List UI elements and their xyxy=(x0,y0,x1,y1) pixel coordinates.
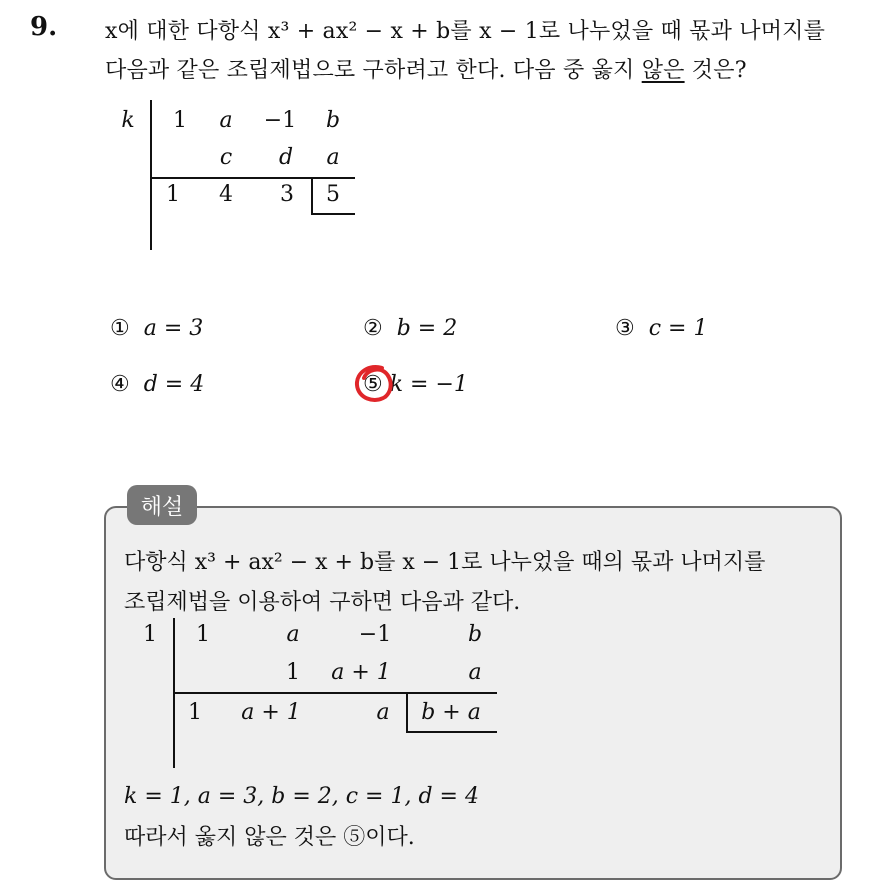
division-cell: b xyxy=(325,108,341,133)
division-cell: a xyxy=(219,108,233,133)
division-cell: 4 xyxy=(219,182,233,207)
solution-remainder-box-left xyxy=(406,692,408,732)
division-cell: c xyxy=(219,145,233,170)
choice-text: d = 4 xyxy=(143,372,205,397)
remainder-box-bottom xyxy=(311,213,355,215)
question-number: 9. xyxy=(30,12,58,42)
division-cell: 1 xyxy=(173,108,187,133)
solution-cell: a xyxy=(286,622,300,647)
solution-cell: 1 xyxy=(286,660,300,685)
solution-cell: a + 1 xyxy=(241,700,301,725)
division-cell: −1 xyxy=(263,108,297,133)
solution-remainder: b + a xyxy=(421,700,481,725)
solution-cell: b xyxy=(467,622,483,647)
solution-line1: 다항식 x³ + ax² − x + b를 x − 1로 나누었을 때의 몫과 나머지를 xyxy=(124,550,766,575)
solution-cell: a xyxy=(376,700,390,725)
solution-tag: 해설 xyxy=(127,485,197,525)
choice-marker: ① xyxy=(110,316,130,341)
choice-1[interactable] xyxy=(110,316,203,341)
division-divisor: k xyxy=(121,108,135,133)
choice-text: a = 3 xyxy=(143,316,204,341)
division-cell: a xyxy=(326,145,340,170)
choice-3[interactable] xyxy=(615,316,707,341)
division-remainder: 5 xyxy=(326,182,340,207)
division-horizontal-line xyxy=(150,177,355,179)
question-underlined-word: 않은 xyxy=(641,58,685,83)
solution-cell: 1 xyxy=(196,622,210,647)
choice-4[interactable] xyxy=(110,372,204,397)
choice-marker: ⑤ xyxy=(363,372,383,397)
choice-2[interactable] xyxy=(363,316,457,341)
solution-cell: −1 xyxy=(358,622,392,647)
choice-text: c = 1 xyxy=(648,316,708,341)
solution-cell: a xyxy=(468,660,482,685)
division-cell: d xyxy=(278,145,294,170)
division-cell: 1 xyxy=(166,182,180,207)
solution-divisor: 1 xyxy=(143,622,157,647)
choice-text: b = 2 xyxy=(396,316,458,341)
solution-conclusion: 따라서 옳지 않은 것은 ⑤이다. xyxy=(124,825,415,850)
solution-remainder-box-bottom xyxy=(406,731,497,733)
division-cell: 3 xyxy=(280,182,294,207)
choice-text: k = −1 xyxy=(389,372,468,397)
question-text-line2 xyxy=(105,53,747,84)
solution-horizontal-line xyxy=(173,692,497,694)
solution-cell: 1 xyxy=(188,700,202,725)
question-text-line1: x에 대한 다항식 x³ + ax² − x + b를 x − 1로 나누었을 때 몫과 나머지를 xyxy=(105,19,826,44)
division-vertical-line xyxy=(150,100,152,250)
solution-cell: a + 1 xyxy=(331,660,391,685)
choice-5[interactable] xyxy=(363,372,468,397)
solution-line2: 조립제법을 이용하여 구하면 다음과 같다. xyxy=(124,590,521,615)
question-text-line2-prefix: 다음과 같은 조립제법으로 구하려고 한다. 다음 중 옳지 xyxy=(105,58,642,83)
question-text-line2-suffix: 것은? xyxy=(684,58,747,83)
choice-marker: ② xyxy=(363,316,383,341)
choice-marker: ③ xyxy=(615,316,635,341)
choice-marker: ④ xyxy=(110,372,130,397)
solution-result: k = 1, a = 3, b = 2, c = 1, d = 4 xyxy=(124,784,479,809)
